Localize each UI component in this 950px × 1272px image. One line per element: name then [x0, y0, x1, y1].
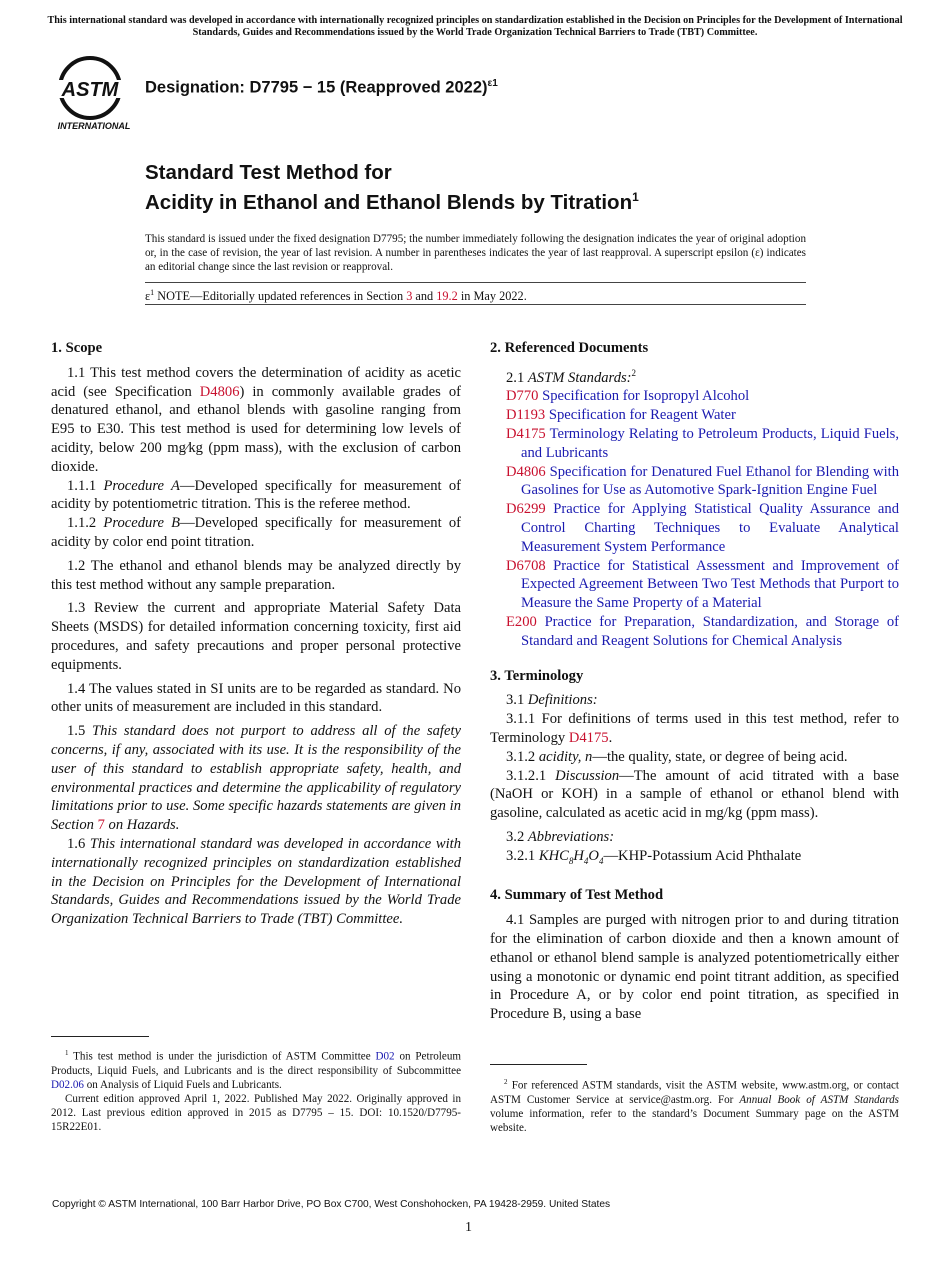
- left-column: [51, 339, 461, 929]
- reference-item[interactable]: D4175 Terminology Relating to Petroleum Products, Liquid Fuels, and Lubricants: [506, 426, 900, 461]
- designation-epsilon: ε1: [487, 78, 498, 89]
- title-line-1: Standard Test Method for: [145, 161, 392, 184]
- para-1-1-1: 1.1.1 Procedure A—Developed specifically for measurement of acidity by potentiometric titration. This is the referee method.: [51, 477, 461, 513]
- reference-item[interactable]: D4806 Specification for Denatured Fuel Ethanol for Blending with Gasolines for Use as Automotive Spark-Ignition Engine Fuel: [506, 463, 899, 499]
- para-4-1: 4.1 Samples are purged with nitrogen prior to and during titration for the elimination of carbon dioxide and then a known amount of ethanol or ethanol blend sample is analyzed potentiometrically either using a monotonic or dynamic end point titrant addition, as specified in Procedure A, or by color end point titration, as specified in Procedure B, using a base: [490, 912, 899, 1023]
- issuance-statement: This standard is issued under the fixed designation D7795; the number immediately following the designation indicates the year of original adoption or, in the case of revision, the year of last revision. A number in parentheses indicates the year of last reapproval. A superscript epsilon (ε) indicates an editorial change since the last revision or reapproval.: [145, 233, 806, 273]
- link-section-7[interactable]: 7: [97, 817, 105, 834]
- tbt-notice: This international standard was developed in accordance with internationally recognized principles on standardization established in the Decision on Principles for the Development of International Standards, Guides and Recommendations issued by the World Trade Organization Technical Barriers to Trade (TBT) Committee.: [47, 15, 903, 38]
- footnote-1-edition: Current edition approved April 1, 2022. Published May 2022. Originally approved in 2012. Last previous edition approved in 2015 as D7795 – 15. DOI: 10.1520/D7795-15R22E01.: [51, 1092, 461, 1133]
- logo-letters: ASTM: [61, 79, 119, 101]
- link-d4806[interactable]: D4806: [199, 383, 240, 400]
- eps-symbol: ε: [145, 289, 151, 304]
- para-3-1-1: 3.1.1 For definitions of terms used in this test method, refer to Terminology D4175.: [490, 711, 899, 746]
- link-d4175[interactable]: D4175: [568, 730, 609, 746]
- eps-sup: 1: [150, 288, 155, 297]
- title-footnote-marker: 1: [632, 190, 639, 204]
- reference-item[interactable]: D770 Specification for Isopropyl Alcohol: [506, 388, 750, 405]
- reference-list: [506, 387, 899, 650]
- copyright: Copyright © ASTM International, 100 Barr Harbor Drive, PO Box C700, West Conshohocken, PA 19428-2959. United States: [52, 1199, 611, 1210]
- link-section-19-2[interactable]: 19.2: [436, 289, 458, 304]
- page-number: 1: [465, 1220, 472, 1235]
- eps-note-text: NOTE—Editorially updated references in Section: [154, 289, 407, 304]
- para-1-6: 1.6 This international standard was developed in accordance with internationally recognized principles on standardization established in the Decision on Principles for the Development of International Standards, Guides and Recommendations issued by the World Trade Organization Technical Barriers to Trade (TBT) Committee.: [51, 835, 462, 928]
- refdocs-heading: 2. Referenced Documents: [490, 340, 649, 356]
- para-1-5: 1.5 This standard does not purport to address all of the safety concerns, if any, associated with its use. It is the responsibility of the user of this standard to establish appropriate safety, health, and environmental practices and determine the applicability of regulatory limitations prior to use. Some specific hazards statements are given in Section 7 on Hazards.: [51, 723, 461, 834]
- footnote-rule-right: [490, 1064, 587, 1065]
- para-1-1: 1.1 This test method covers the determination of acidity as acetic acid (see Specification D4806) in commonly available grades of denatured ethanol, and ethanol blends with gasoline ranging from E95 to E30. This test method is used for determining low levels of acidity, below 200 mg⁄kg (ppm mass), with the exclusion of carbon dioxide.: [51, 364, 461, 475]
- link-d02-06[interactable]: D02.06: [51, 1078, 84, 1091]
- eps-note-and: and: [412, 289, 437, 304]
- summary-heading: 4. Summary of Test Method: [490, 887, 664, 904]
- reference-item[interactable]: D6708 Practice for Statistical Assessment and Improvement of Expected Agreement Between Two Test Methods that Purport to Measure the Same Property of a Material: [506, 557, 899, 612]
- astm-logo: [52, 56, 136, 132]
- para-3-1: 3.1 Definitions:: [506, 692, 598, 709]
- para-1-2: 1.2 The ethanol and ethanol blends may be analyzed directly by this test method without any sample preparation.: [51, 557, 461, 593]
- right-column: [490, 339, 899, 1024]
- link-d02[interactable]: D02: [375, 1050, 395, 1063]
- khp-formula: $KHC_8H_4O_4$: [538, 847, 604, 866]
- para-3-2: 3.2 Abbreviations:: [506, 828, 615, 845]
- footnote-rule-left: [51, 1036, 149, 1037]
- footnote-2: $^2$ For referenced ASTM standards, visit the ASTM website, www.astm.org, or contact ASTM Customer Service at service@astm.org. For Annual Book of ASTM Standards volume information, refer to the standard’s Document Summary page on the ASTM website.: [490, 1078, 899, 1134]
- scope-heading: 1. Scope: [51, 340, 103, 356]
- divider-top: [145, 282, 806, 283]
- designation-text: Designation: D7795 − 15 (Reapproved 2022): [145, 78, 488, 97]
- para-1-3: 1.3 Review the current and appropriate Material Safety Data Sheets (MSDS) for detailed information concerning toxicity, first aid procedures, and safety precautions and proper personal protective equipments.: [51, 600, 461, 673]
- page-title: [145, 160, 639, 215]
- eps-note-tail: in May 2022.: [457, 289, 527, 304]
- designation: [145, 78, 498, 98]
- para-3-1-2: 3.1.2 acidity, n—the quality, state, or degree of being acid.: [506, 748, 848, 765]
- reference-item[interactable]: D6299 Practice for Applying Statistical Quality Assurance and Control Charting Techniques to Evaluate Analytical Measurement System Performance: [506, 501, 900, 555]
- reference-item[interactable]: E200 Practice for Preparation, Standardization, and Storage of Standard and Reagent Solutions for Chemical Analysis: [506, 614, 899, 649]
- para-3-2-1: 3.2.1 $KHC_8H_4O_4—KHP$-Potassium Acid Phthalate: [506, 847, 802, 866]
- para-3-1-2-1: 3.1.2.1 Discussion—The amount of acid titrated with a base (NaOH or KOH) in a sample of ethanol or ethanol blend with gasoline, calculated as acetic acid in mg/kg (ppm mass).: [490, 767, 900, 822]
- reference-item[interactable]: D1193 Specification for Reagent Water: [506, 407, 736, 424]
- footnote-1: $^1$ This test method is under the jurisdiction of ASTM Committee D02 on Petroleum Products, Liquid Fuels, and Lubricants and is the direct responsibility of Subcommittee D02.06 on Analysis of Liquid Fuels and Lubricants. Current edition approved April 1, 2022. Published May 2022. Originally approved in 2012. Last previous edition approved in 2015 as D7795 – 15. DOI: 10.1520/D7795-15R22E01.: [51, 1049, 461, 1133]
- para-2-1: 2.1 ASTM Standards:$^2$: [506, 367, 637, 386]
- title-line-2: Acidity in Ethanol and Ethanol Blends by Titration: [145, 190, 633, 214]
- para-1-1-2: 1.1.2 Procedure B—Developed specifically for measurement of acidity by color end point titration.: [51, 515, 462, 550]
- epsilon-note: [145, 288, 527, 304]
- para-1-4: 1.4 The values stated in SI units are to be regarded as standard. No other units of measurement are included in this standard.: [51, 680, 461, 716]
- link-section-3[interactable]: 3: [406, 289, 413, 304]
- divider-bottom: [145, 304, 806, 305]
- logo-subtitle: INTERNATIONAL: [57, 121, 131, 131]
- terminology-heading: 3. Terminology: [490, 667, 584, 684]
